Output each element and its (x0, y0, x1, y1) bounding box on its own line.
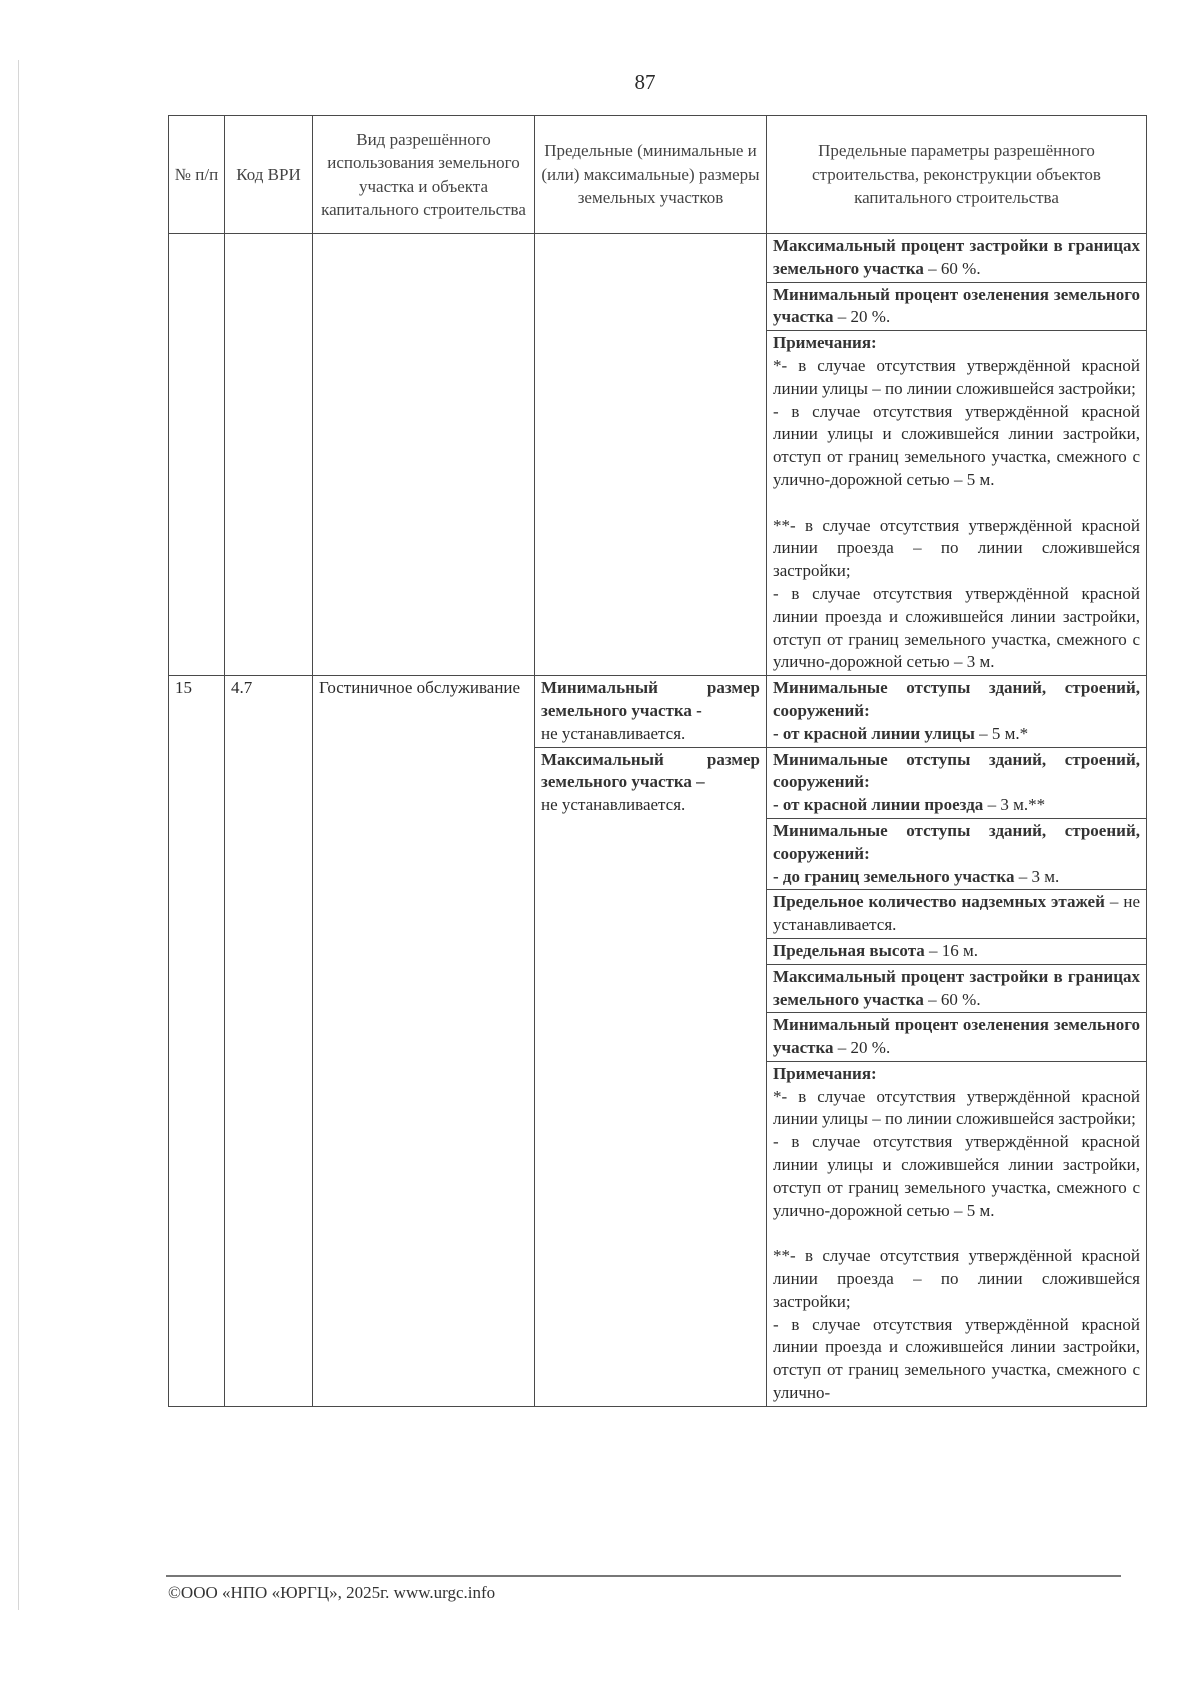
cell-code: 4.7 (225, 676, 313, 1407)
cell-code (225, 234, 313, 676)
param-value: не устанавливается. (541, 795, 686, 815)
table-header-row (169, 116, 1147, 234)
note-text: **- в случае отсутствия утверждённой красной линии проезда – по линии сложившейся застройки; (773, 1246, 1140, 1311)
param-value: – 20 %. (833, 1038, 891, 1058)
param-value: – 3 м. (1014, 866, 1060, 886)
param-indent-passage (767, 747, 1147, 818)
footer-copyright: ©ООО «НПО «ЮРГЦ», 2025г. www.urgc.info (168, 1583, 496, 1602)
param-build-percent (767, 234, 1147, 283)
param-indent-boundary (767, 818, 1147, 889)
param-label: Максимальный размер земельного участка – (541, 749, 760, 792)
param-value: – 60 %. (923, 989, 981, 1009)
param-green-percent (767, 282, 1147, 331)
cell-plot-size (535, 234, 767, 676)
header-code: Код ВРИ (225, 116, 313, 234)
note-text: - в случае отсутствия утверждённой красной линии проезда и сложившейся линии застройки, отступ от границ земельного участка, смежного с улично-дорожной сетью – 3 м. (773, 583, 1140, 672)
param-label: Предельное количество надземных этажей (773, 892, 1105, 912)
cell-use-type (313, 234, 535, 676)
param-floors (767, 890, 1147, 939)
param-height (767, 938, 1147, 964)
param-label: Максимальный процент застройки в границах земельного участка (773, 236, 1140, 278)
note-text: - в случае отсутствия утверждённой красной линии улицы и сложившейся линии застройки, отступ от границ земельного участка, смежного с улично-дорожной сетью – 5 м. (773, 401, 1140, 489)
param-notes (767, 331, 1147, 676)
param-value: – 5 м.* (974, 723, 1029, 743)
param-green-percent (767, 1013, 1147, 1062)
param-label: Минимальный процент озеленения земельного участка (773, 1015, 1140, 1058)
cell-number: 15 (169, 676, 225, 1407)
table-row (169, 676, 1147, 747)
param-label: Минимальный процент озеленения земельного участка (773, 284, 1140, 327)
page-number: 87 (634, 70, 656, 94)
regulations-table (168, 115, 1147, 1407)
param-value: – не устанавливается. (773, 892, 1140, 935)
note-text: - в случае отсутствия утверждённой красной линии улицы и сложившейся линии застройки, отступ от границ земельного участка, смежного с улично-дорожной сетью – 5 м. (773, 1132, 1140, 1220)
param-build-percent (767, 964, 1147, 1013)
note-text: **- в случае отсутствия утверждённой красной линии проезда – по линии сложившейся застройки; (773, 515, 1140, 581)
param-value: не устанавливается. (541, 723, 686, 743)
header-build-params: Предельные параметры разрешённого строительства, реконструкции объектов капитального строительства (767, 116, 1147, 234)
footer-divider (166, 1575, 1121, 1577)
cell-use-type: Гостиничное обслуживание (313, 676, 535, 1407)
header-plot-size: Предельные (минимальные и (или) максимальные) размеры земельных участков (535, 116, 767, 234)
note-text: *- в случае отсутствия утверждённой красной линии улицы – по линии сложившейся застройки; (773, 1086, 1140, 1129)
plot-max-size (535, 747, 767, 1406)
param-value: – 60 %. (923, 258, 981, 278)
param-value: – 16 м. (924, 940, 979, 960)
cell-number (169, 234, 225, 676)
note-text: *- в случае отсутствия утверждённой красной линии улицы – по линии сложившейся застройки; (773, 355, 1140, 398)
param-sub: - от красной линии улицы (773, 723, 975, 743)
table-row (169, 234, 1147, 283)
scan-edge-line (18, 60, 19, 1610)
notes-title: Примечания: (773, 1063, 877, 1083)
param-sub: - до границ земельного участка (773, 866, 1015, 886)
param-label: Минимальные отступы зданий, строений, сооружений: (773, 678, 1140, 720)
header-use-type: Вид разрешённого использования земельного участка и объекта капитального строительства (313, 116, 535, 234)
param-label: Минимальные отступы зданий, строений, сооружений: (773, 749, 1140, 792)
param-label: Минимальные отступы зданий, строений, сооружений: (773, 820, 1140, 863)
note-text: - в случае отсутствия утверждённой красной линии проезда и сложившейся линии застройки, отступ от границ земельного участка, смежного с улично- (773, 1314, 1140, 1403)
param-indent-street (767, 676, 1147, 747)
param-value: – 3 м.** (983, 795, 1046, 815)
param-notes (767, 1061, 1147, 1406)
param-label: Предельная высота (773, 940, 925, 960)
param-label: Минимальный размер земельного участка - (541, 678, 760, 720)
notes-title: Примечания: (773, 333, 877, 353)
header-number: № п/п (169, 116, 225, 234)
plot-min-size (535, 676, 767, 747)
param-sub: - от красной линии проезда (773, 795, 984, 815)
param-value: – 20 %. (833, 307, 891, 327)
param-label: Максимальный процент застройки в границах земельного участка (773, 966, 1140, 1009)
